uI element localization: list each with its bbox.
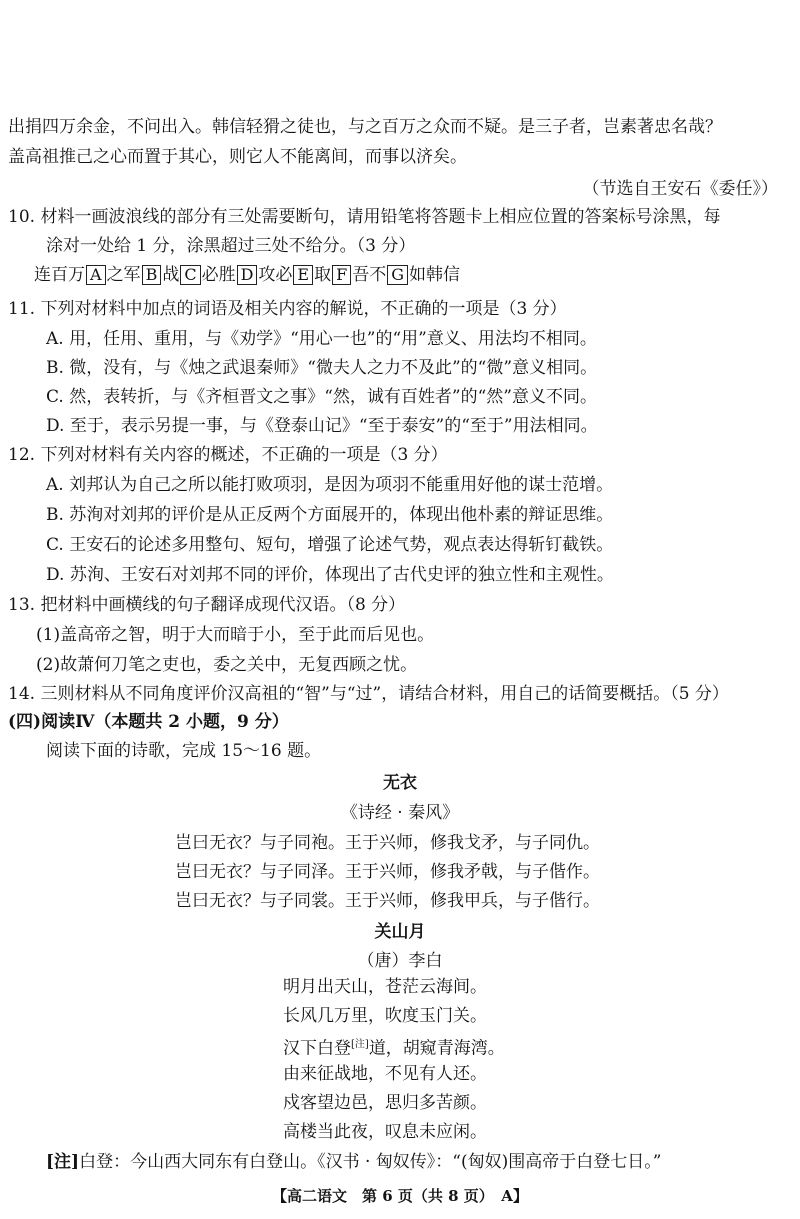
q10-seg: 攻必 — [258, 265, 293, 285]
passage-source: （节选自王安石《委任》） — [582, 179, 778, 199]
q13-stem: 13. 把材料中画横线的句子翻译成现代汉语。（8 分） — [8, 595, 406, 615]
q10-mark-a[interactable]: A — [86, 265, 106, 285]
q10-seg: 吾不 — [352, 265, 387, 285]
q12-stem: 12. 下列对材料有关内容的概述，不正确的一项是（3 分） — [8, 445, 448, 465]
q10-mark-g[interactable]: G — [387, 265, 408, 285]
footnote-text: 白登：今山西大同东有白登山。《汉书 · 匈奴传》：“(匈奴)围高帝于白登七日。” — [79, 1152, 662, 1172]
poem1-line: 岂曰无衣？与子同裳。王于兴师，修我甲兵，与子偕行。 — [175, 891, 600, 911]
poem2-line-end: 道，胡窥青海湾。 — [368, 1038, 505, 1059]
note-marker: [注] — [351, 1039, 369, 1050]
q10-mark-b[interactable]: B — [142, 265, 162, 285]
q10-mark-d[interactable]: D — [237, 265, 258, 285]
poem1-source: 《诗经 · 秦风》 — [340, 803, 460, 823]
q10-mark-c[interactable]: C — [180, 265, 200, 285]
q12-option-b: B. 苏洵对刘邦的评价是从正反两个方面展开的，体现出他朴素的辩证思维。 — [46, 505, 614, 525]
q10-seg: 之军 — [106, 265, 141, 285]
q10-mark-e[interactable]: E — [293, 265, 313, 285]
q12-option-a: A. 刘邦认为自己之所以能打败项羽，是因为项羽不能重用好他的谋士范增。 — [46, 475, 614, 495]
poem2-line: 戍客望边邑，思归多苦颜。 — [283, 1093, 487, 1113]
q12-option-c: C. 王安石的论述多用整句、短句，增强了论述气势，观点表达得斩钉截铁。 — [46, 535, 614, 555]
poem2-line-start: 汉下白登 — [283, 1038, 351, 1059]
page-footer: 【高二语文 第 6 页（共 8 页） A】 — [272, 1187, 528, 1205]
q11-stem: 11. 下列对材料中加点的词语及相关内容的解说，不正确的一项是（3 分） — [8, 299, 567, 319]
poem2-line: 高楼当此夜，叹息未应闲。 — [283, 1122, 487, 1142]
poem2-line: 长风几万里，吹度玉门关。 — [283, 1006, 487, 1026]
q14-stem: 14. 三则材料从不同角度评价汉高祖的“智”与“过”，请结合材料，用自己的话简要概括。（5 分） — [8, 684, 729, 704]
poem2-line: 明月出天山，苍茫云海间。 — [283, 977, 487, 997]
footnote — [46, 1151, 661, 1173]
passage-line: 出捐四万余金，不问出入。韩信轻猾之徒也，与之百万之众而不疑。是三子者，岂素著忠名哉？ — [8, 117, 722, 137]
q10-stem-cont: 涂对一处给 1 分，涂黑超过三处不给分。（3 分） — [46, 236, 416, 256]
q10-seg: 取 — [314, 265, 332, 285]
q10-seg: 如韩信 — [408, 265, 460, 285]
q11-option-a: A. 用，任用、重用，与《劝学》“用心一也”的“用”意义、用法均不相同。 — [46, 329, 597, 349]
q10-seg: 必胜 — [201, 265, 236, 285]
q10-seg: 连百万 — [34, 265, 85, 285]
q11-option-d: D. 至于，表示另提一事，与《登泰山记》“至于泰安”的“至于”用法相同。 — [46, 416, 598, 436]
q10-mark-f[interactable]: F — [332, 265, 351, 285]
q10-sentence — [34, 264, 460, 286]
section-heading: (四)阅读Ⅳ（本题共 2 小题，9 分） — [8, 712, 289, 732]
passage-line: 盖高祖推己之心而置于其心，则它人不能离间，而事以济矣。 — [8, 147, 467, 167]
poem2-line — [283, 1034, 505, 1060]
q10-seg: 战 — [162, 265, 180, 285]
q12-option-d: D. 苏洵、王安石对刘邦不同的评价，体现出了古代史评的独立性和主观性。 — [46, 565, 614, 585]
poem1-title: 无衣 — [383, 773, 417, 793]
q10-stem: 10. 材料一画波浪线的部分有三处需要断句，请用铅笔将答题卡上相应位置的答案标号涂黑，每 — [8, 207, 721, 227]
footnote-label: [注] — [46, 1152, 80, 1172]
poem1-line: 岂曰无衣？与子同泽。王于兴师，修我矛戟，与子偕作。 — [175, 862, 600, 882]
q11-option-b: B. 微，没有，与《烛之武退秦师》“微夫人之力不及此”的“微”意义相同。 — [46, 358, 598, 378]
poem2-line: 由来征战地，不见有人还。 — [283, 1064, 487, 1084]
poem1-line: 岂曰无衣？与子同袍。王于兴师，修我戈矛，与子同仇。 — [175, 833, 600, 853]
section-intro: 阅读下面的诗歌，完成 15～16 题。 — [46, 741, 322, 761]
q13-item-2: (2)故萧何刀笔之吏也，委之关中，无复西顾之忧。 — [36, 655, 418, 675]
q13-item-1: (1)盖高帝之智，明于大而暗于小，至于此而后见也。 — [36, 625, 435, 645]
poem2-author: （唐）李白 — [357, 951, 443, 971]
poem2-title: 关山月 — [374, 922, 426, 942]
q11-option-c: C. 然，表转折，与《齐桓晋文之事》“然，诚有百姓者”的“然”意义不同。 — [46, 387, 597, 407]
